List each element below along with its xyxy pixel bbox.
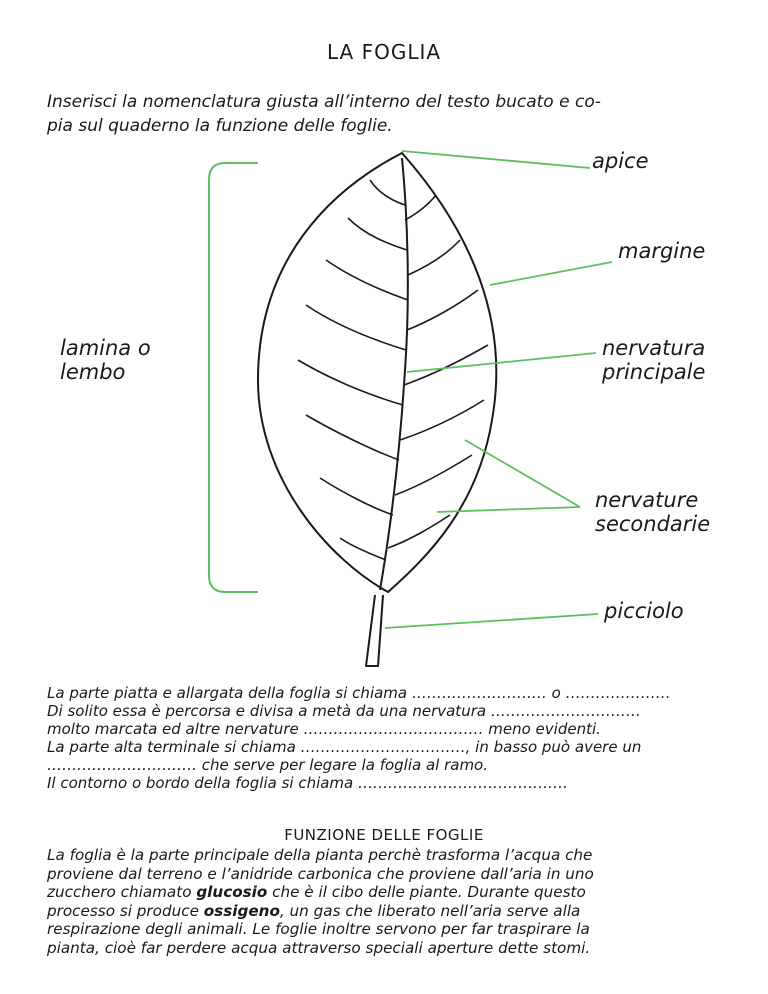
function-line: [47, 902, 737, 921]
label-nervatura-principale-line: nervatura: [602, 336, 706, 360]
function-text: [47, 846, 737, 957]
cloze-line: Il contorno o bordo della foglia si chiama ……………………………………: [47, 774, 569, 792]
cloze-line: molto marcata ed altre nervature ……………………………… meno evidenti.: [47, 720, 601, 738]
keyword-ossigeno: ossigeno: [203, 901, 280, 920]
leader-apice: [402, 151, 590, 168]
instructions-line: pia sul quaderno la funzione delle foglie.: [47, 116, 393, 136]
label-nervature-secondarie: [595, 488, 710, 536]
function-line: La foglia è la parte principale della pianta perchè trasforma l’acqua che: [47, 846, 593, 864]
cloze-line: Di solito essa è percorsa e divisa a metà da una nervatura …………………………: [47, 702, 641, 720]
secondary-veins-left: [298, 180, 408, 560]
cloze-line: La parte alta terminale si chiama ……………………………, in basso può avere un: [47, 738, 642, 756]
keyword-glucosio: glucosio: [196, 883, 268, 901]
function-line: pianta, cioè far perdere acqua attraverso speciali aperture dette stomi.: [47, 938, 591, 957]
petiole: [366, 595, 383, 666]
cloze-line: La parte piatta e allargata della foglia si chiama ……………………… o …………………: [47, 684, 671, 702]
leader-margine: [490, 262, 612, 285]
label-lamina-line: lembo: [60, 360, 126, 384]
function-text-span: processo si produce: [47, 901, 204, 920]
label-nervature-secondarie-line: secondarie: [595, 512, 711, 536]
page-title: LA FOGLIA: [326, 40, 442, 64]
label-nervatura-principale: [602, 336, 705, 384]
label-margine: margine: [618, 239, 706, 263]
leader-nervature-secondarie-1: [465, 440, 580, 507]
function-line: respirazione degli animali. Le foglie inoltre servono per far traspirare la: [47, 920, 590, 938]
label-lamina: [60, 336, 151, 384]
leader-nervatura-principale: [407, 353, 596, 372]
function-title: FUNZIONE DELLE FOGLIE: [284, 826, 484, 844]
function-text-span: , un gas che liberato nell’aria serve alla: [279, 901, 581, 920]
midrib: [380, 158, 408, 590]
function-line: proviene dal terreno e l’anidride carbonica che proviene dall’aria in uno: [47, 864, 594, 883]
lamina-bracket: [209, 163, 258, 592]
leader-picciolo: [385, 614, 598, 628]
label-apice: apice: [592, 149, 649, 173]
function-text-span: che è il cibo delle piante. Durante questo: [267, 883, 586, 901]
leader-lines: [385, 151, 612, 628]
cloze-line: ………………………… che serve per legare la foglia al ramo.: [47, 756, 489, 774]
label-nervatura-principale-line: principale: [602, 360, 706, 384]
instructions-line: Inserisci la nomenclatura giusta all’interno del testo bucato e co-: [47, 92, 601, 112]
label-nervature-secondarie-line: nervature: [595, 488, 699, 512]
leader-nervature-secondarie-2: [437, 507, 580, 512]
function-line: [47, 883, 737, 902]
leaf-outline: [258, 153, 496, 592]
label-picciolo: picciolo: [604, 599, 684, 623]
label-lamina-line: lamina o: [60, 336, 151, 360]
function-text-span: zucchero chiamato: [47, 883, 197, 901]
cloze-text: [47, 684, 737, 792]
